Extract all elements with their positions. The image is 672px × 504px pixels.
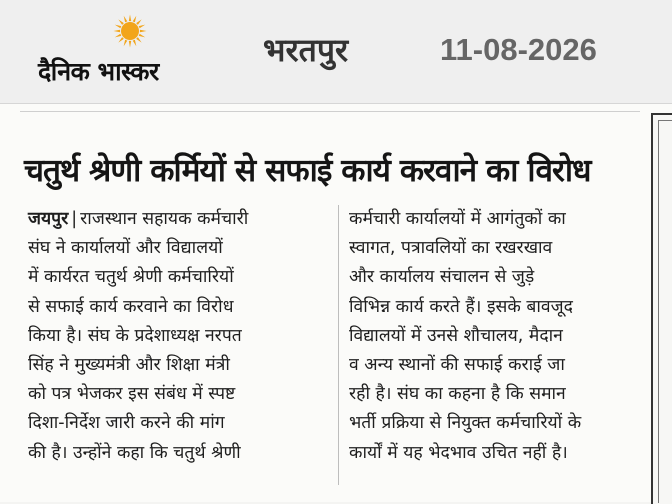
newspaper-header [0,0,672,104]
sun-logo-icon [113,14,147,48]
article-column-left [28,205,330,468]
article-line: भर्ती प्रक्रिया से नियुक्त कर्मचारियों के [349,413,582,434]
article-line: दिशा-निर्देश जारी करने की मांग [28,413,225,434]
adjacent-article-border-inner [658,120,672,503]
article-line: में कार्यरत चतुर्थ श्रेणी कर्मचारियों [28,267,234,288]
newspaper-logo [38,14,218,84]
article-line: कार्यों में यह भेदभाव उचित नहीं है। [349,442,568,463]
article-line: विद्यालयों में उनसे शौचालय, मैदान [349,325,563,346]
article-line [28,205,330,234]
article-line: की है। उन्होंने कहा कि चतुर्थ श्रेणी [28,442,241,463]
sun-ray [114,30,121,32]
sun-ray [124,40,128,47]
sun-ray [136,37,141,42]
article-line: स्वागत, पत्रावलियों का रखरखाव [349,238,553,259]
sun-ray [129,15,131,22]
sun-ray [133,16,137,23]
sun-ray [118,19,123,24]
edition-city: भरतपुर [263,31,349,69]
article-line: किया है। संघ के प्रदेशाध्यक्ष नरपत [28,325,242,346]
sun-ray [124,16,128,23]
brand-name: दैनिक भास्कर [38,57,159,86]
article-line: व अन्य स्थानों की सफाई कराई जा [349,355,565,376]
article-column-right [349,205,649,468]
sun-ray [136,19,141,24]
article-line: विभिन्न कार्य करते हैं। इसके बावजूद [349,296,573,317]
sun-ray [118,37,123,42]
article-line: और कार्यालय संचालन से जुड़े [349,267,535,288]
column-divider [338,205,339,485]
dateline-separator: | [71,209,78,229]
article-line: संघ ने कार्यालयों और विद्यालयों [28,238,223,259]
sun-ray [115,34,122,38]
sun-ray [129,41,131,48]
sun-ray [133,40,137,47]
sun-ray [140,30,147,32]
article-line: सिंह ने मुख्यमंत्री और शिक्षा मंत्री [28,355,230,376]
article-line: से सफाई कार्य करवाने का विरोध [28,296,234,317]
article-line: कर्मचारी कार्यालयों में आगंतुकों का [349,209,566,229]
article-line-text: राजस्थान सहायक कर्मचारी [80,209,249,229]
sun-ray [139,34,146,38]
sun-ray [115,25,122,29]
dateline: जयपुर [28,209,69,229]
article-line: को पत्र भेजकर इस संबंध में स्पष्ट [28,384,236,405]
sun-ray [139,25,146,29]
edition-date: 11-08-2026 [440,32,597,67]
article-line: रही है। संघ का कहना है कि समान [349,384,566,405]
divider [20,111,640,112]
article-headline: चतुर्थ श्रेणी कर्मियों से सफाई कार्य करवाने का विरोध [24,153,591,189]
